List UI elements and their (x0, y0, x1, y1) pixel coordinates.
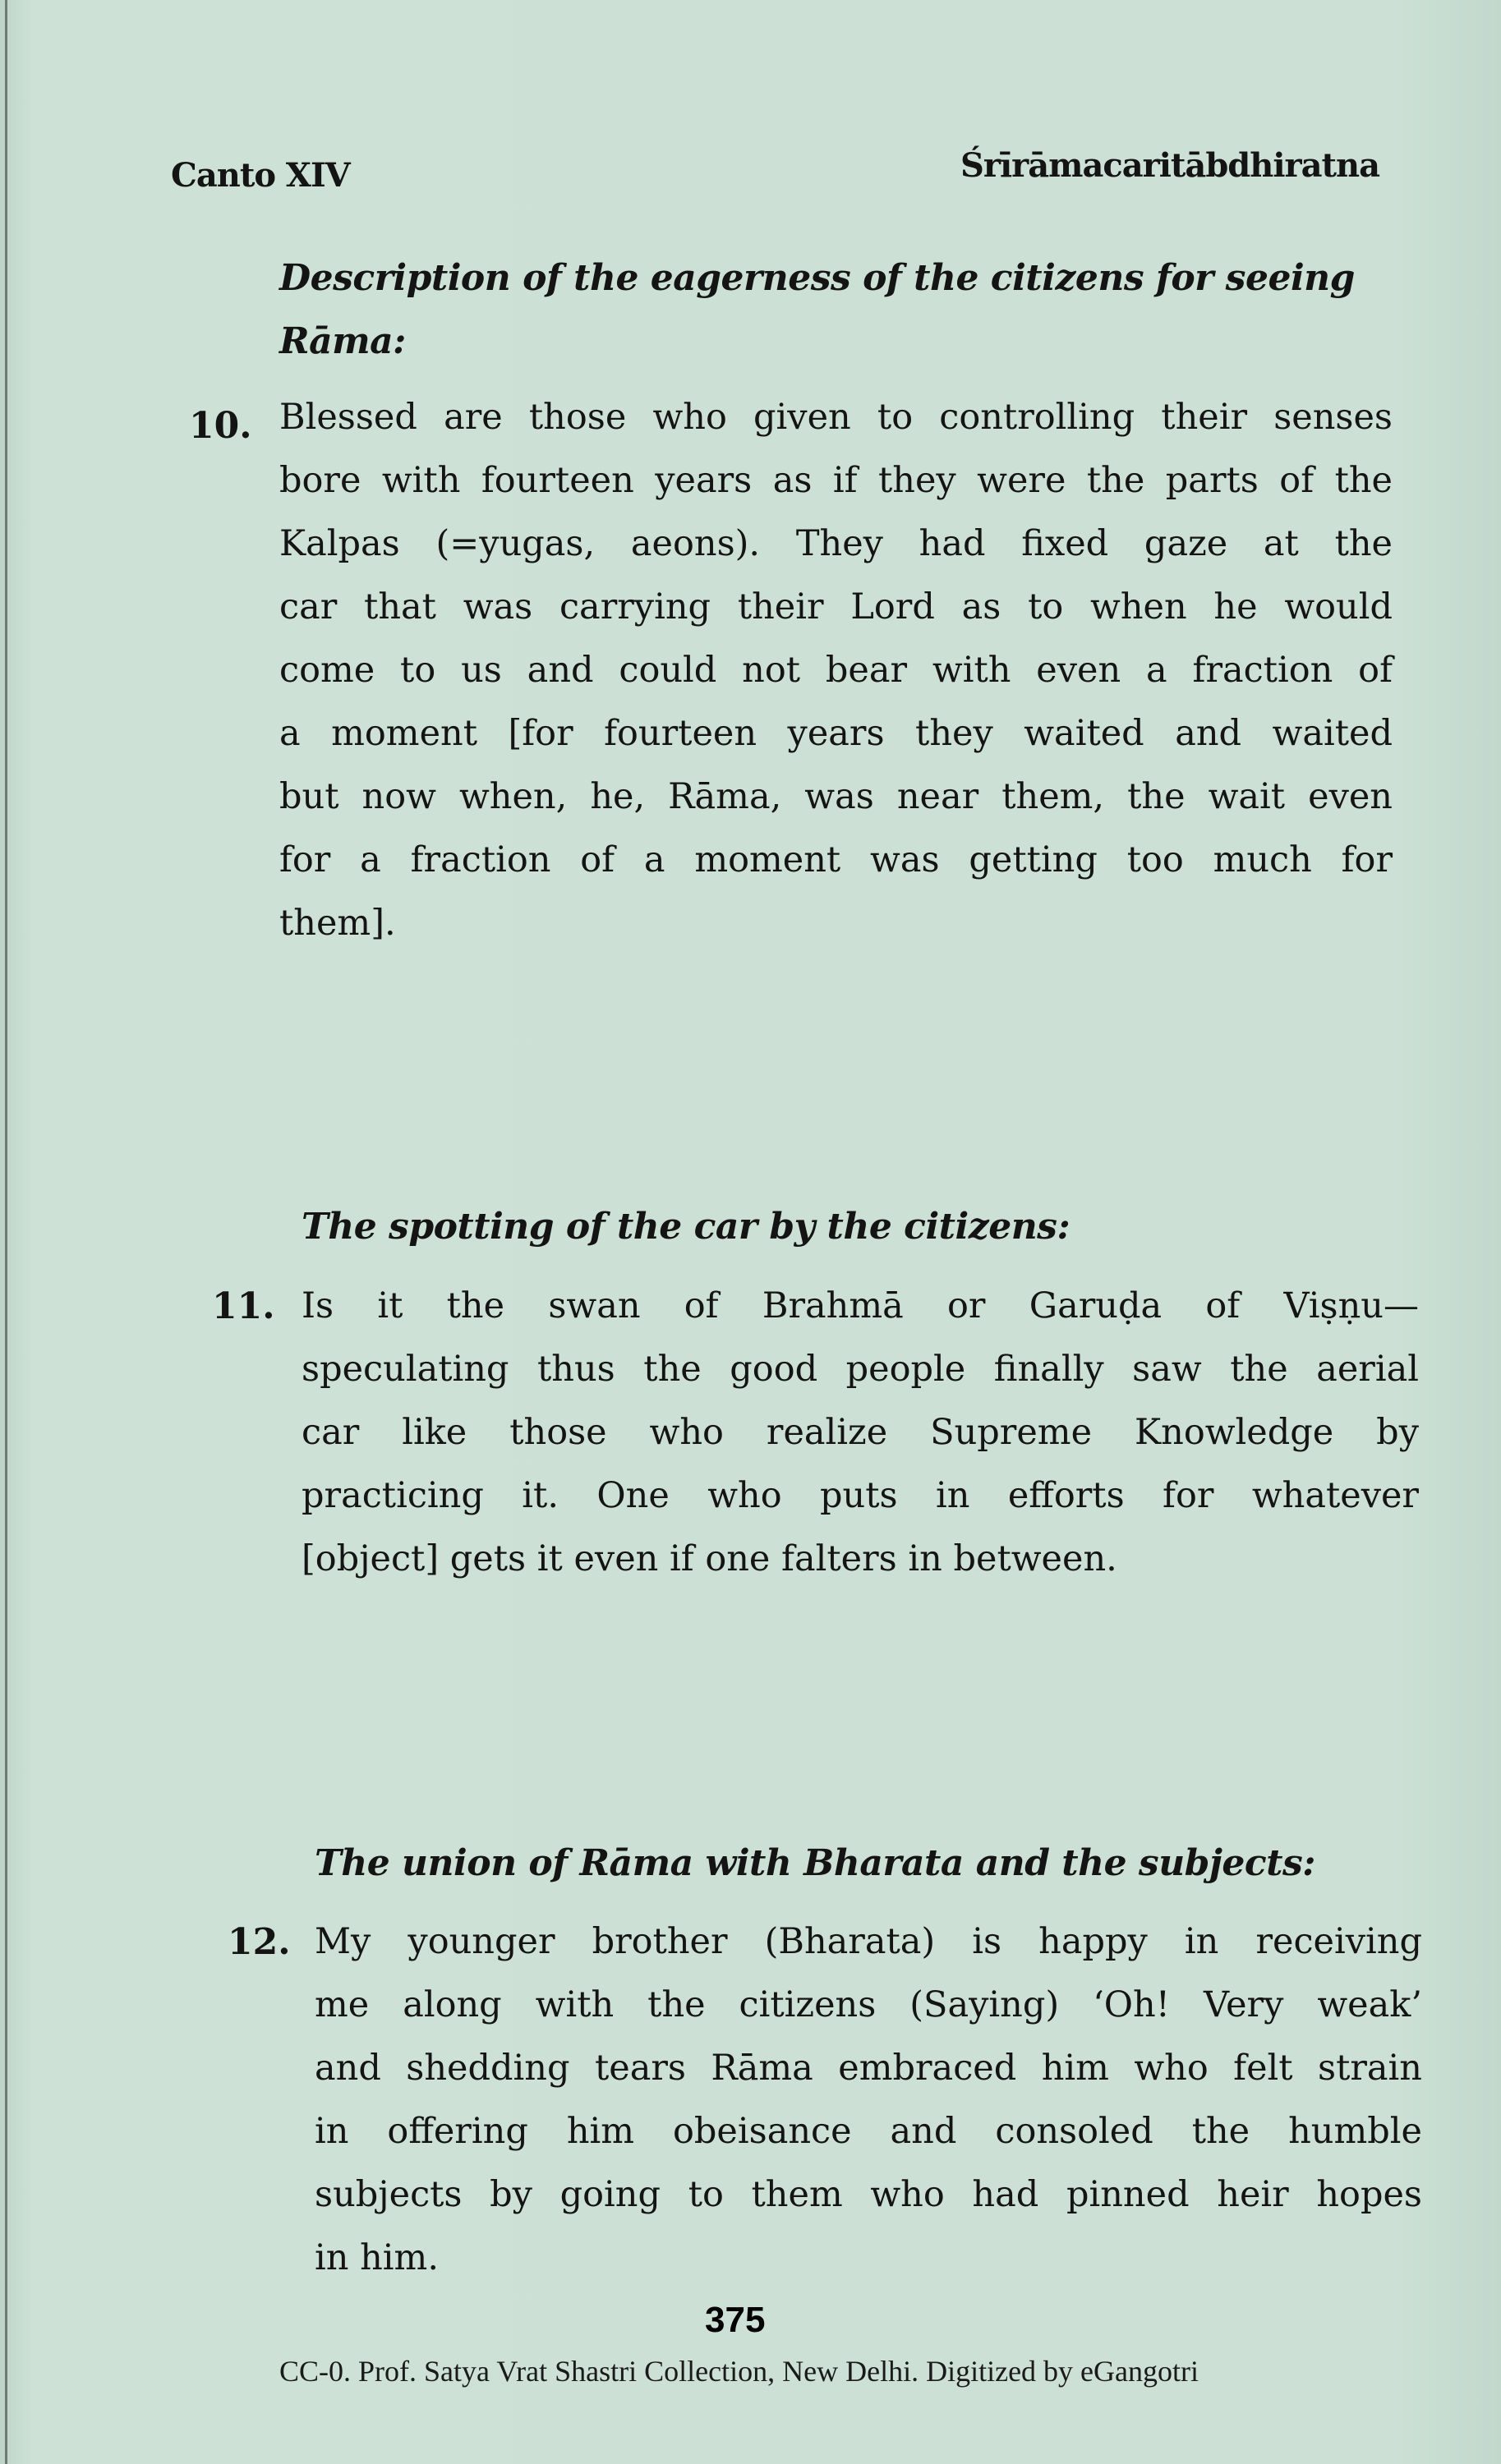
text-line: car like those who realize Supreme Knowledge by (302, 1412, 1419, 1453)
text-line: come to us and could not bear with even a fraction of (279, 650, 1393, 691)
section-heading (302, 1195, 1070, 1258)
text-line: car that was carrying their Lord as to when he would (279, 586, 1393, 627)
verse-paragraph (302, 1275, 1419, 1591)
page-number: 375 (705, 2300, 766, 2340)
heading-line: Description of the eagerness of the citizens for seeing (279, 257, 1355, 299)
section-heading (315, 1832, 1315, 1895)
heading-line: The union of Rāma with Bharata and the subjects: (315, 1842, 1315, 1884)
text-line: bore with fourteen years as if they were the parts of the (279, 460, 1393, 501)
verse-paragraph (315, 1910, 1422, 2290)
running-header-canto: Canto XIV (171, 156, 350, 195)
text-line: them]. (279, 903, 396, 944)
text-line: for a fraction of a moment was getting too much for (279, 839, 1393, 880)
text-line: practicing it. One who puts in efforts for whatever (302, 1475, 1419, 1516)
text-line: in him. (315, 2237, 440, 2278)
text-line: a moment [for fourteen years they waited and waited (279, 713, 1393, 754)
digitization-footer: CC-0. Prof. Satya Vrat Shastri Collection, New Delhi. Digitized by eGangotri (279, 2355, 1199, 2388)
text-line: Is it the swan of Brahmā or Garuḍa of Viṣṇu— (302, 1285, 1419, 1326)
running-header-title: Śrīrāmacaritābdhiratna (960, 146, 1379, 185)
text-line: me along with the citizens (Saying) ‘Oh! Very weak’ (315, 1984, 1422, 2025)
text-line: but now when, he, Rāma, was near them, the wait even (279, 776, 1393, 817)
heading-line: Rāma: (279, 320, 406, 362)
section-heading (279, 246, 1355, 373)
heading-line: The spotting of the car by the citizens: (302, 1206, 1070, 1248)
text-line: in offering him obeisance and consoled the humble (315, 2111, 1422, 2152)
text-line: [object] gets it even if one falters in between. (302, 1538, 1117, 1579)
page-edge (5, 0, 7, 2464)
verse-number: 11. (212, 1285, 275, 1327)
text-line: speculating thus the good people finally saw the aerial (302, 1349, 1419, 1390)
text-line: My younger brother (Bharata) is happy in receiving (315, 1921, 1422, 1962)
verse-number: 12. (228, 1921, 291, 1963)
text-line: Kalpas (=yugas, aeons). They had fixed gaze at the (279, 523, 1393, 564)
text-line: subjects by going to them who had pinned heir hopes (315, 2174, 1422, 2215)
text-line: and shedding tears Rāma embraced him who felt strain (315, 2048, 1422, 2089)
verse-number: 10. (189, 405, 252, 447)
verse-paragraph (279, 386, 1393, 955)
text-line: Blessed are those who given to controlling their senses (279, 397, 1393, 438)
